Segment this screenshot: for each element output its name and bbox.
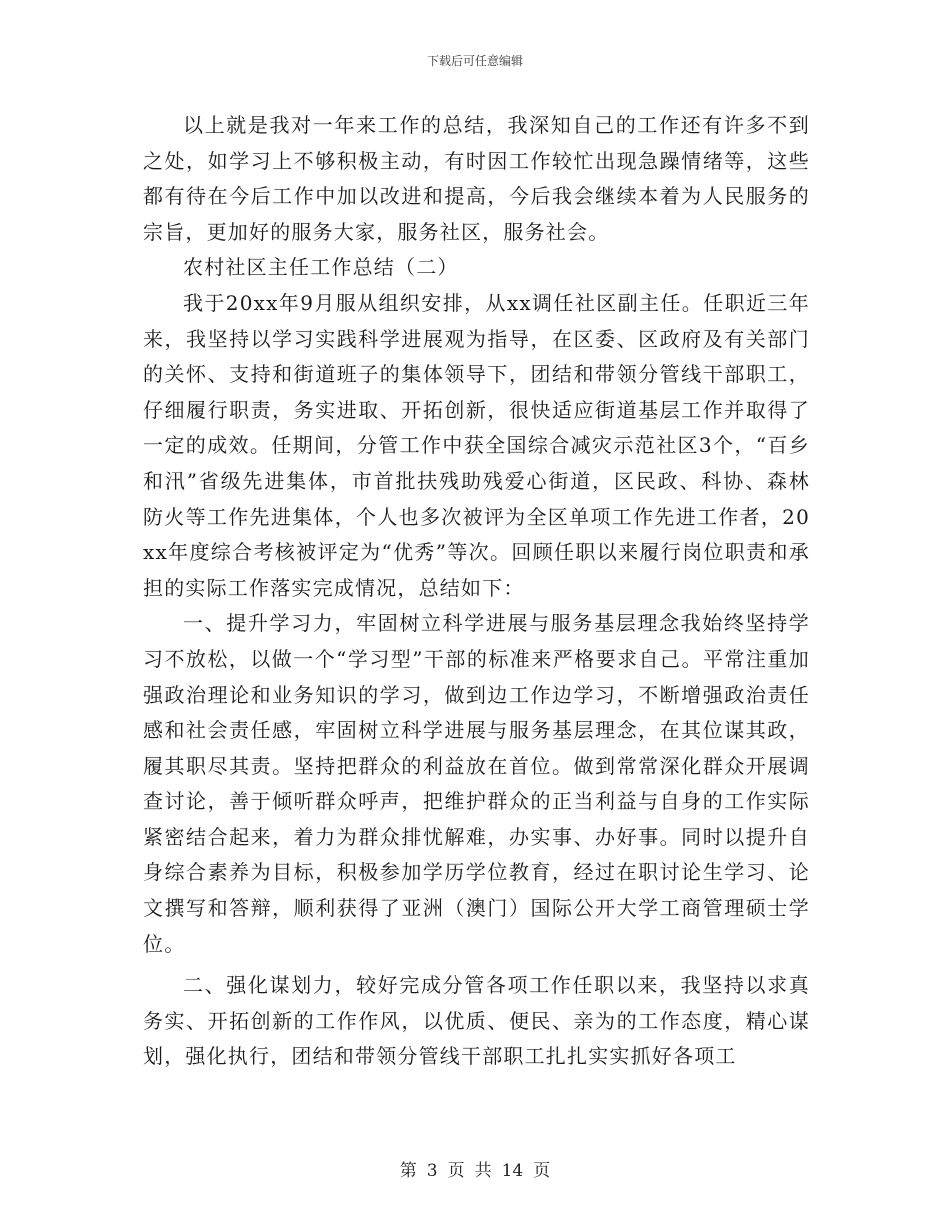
paragraph-section-one: 一、提升学习力，牢固树立科学进展与服务基层理念我始终坚持学习不放松，以做一个“学习型”干部的标准来严格要求自己。平常注重加强政治理论和业务知识的学习，做到边工作边学习，不断增强政治责任感和社会责任感，牢固树立科学进展与服务基层理念，在其位谋其政，履其职尽其责。坚持把群众的利益放在首位。做到常常深化群众开展调查讨论，善于倾听群众呼声，把维护群众的正当利益与自身的工作实际紧密结合起来，着力为群众排忧解难，办实事、办好事。同时以提升自身综合素养为目标，积极参加学历学位教育，经过在职讨论生学习、论文撰写和答辩，顺利获得了亚洲（澳门）国际公开大学工商管理硕士学位。 (143, 611, 810, 956)
document-body (143, 108, 810, 1075)
paragraph-intro: 我于20xx年9月服从组织安排，从xx调任社区副主任。任职近三年来，我坚持以学习实践科学进展观为指导，在区委、区政府及有关部门的关怀、支持和街道班子的集体领导下，团结和带领分管线干部职工，仔细履行职责，务实进取、开拓创新，很快适应街道基层工作并取得了一定的成效。任期间，分管工作中获全国综合减灾示范社区3个，“百乡和汛”省级先进集体，市首批扶残助残爱心街道，区民政、科协、森林防火等工作先进集体，个人也多次被评为全区单项工作先进工作者，20xx年度综合考核被评定为“优秀”等次。回顾任职以来履行岗位职责和承担的实际工作落实完成情况，总结如下： (143, 290, 810, 600)
section-title: 农村社区主任工作总结（二） (183, 255, 459, 280)
footer-total-label: 共 (474, 1161, 492, 1181)
total-pages: 14 (501, 1161, 524, 1181)
footer-middle: 页 (447, 1161, 465, 1181)
page-header: 下载后可任意编辑 (426, 54, 523, 68)
footer-prefix: 第 (399, 1161, 417, 1181)
paragraph-conclusion: 以上就是我对一年来工作的总结，我深知自己的工作还有许多不到之处，如学习上不够积极主动，有时因工作较忙出现急躁情绪等，这些都有待在今后工作中加以改进和提高，今后我会继续本着为人民服务的宗旨，更加好的服务大家，服务社区，服务社会。 (143, 113, 810, 244)
page-footer (0, 1156, 950, 1181)
footer-suffix: 页 (533, 1161, 551, 1181)
page-number: 3 (426, 1161, 438, 1181)
paragraph-section-two: 二、强化谋划力，较好完成分管各项工作任职以来，我坚持以求真务实、开拓创新的工作作风，以优质、便民、亲为的工作态度，精心谋划，强化执行，团结和带领分管线干部职工扎扎实实抓好各项工 (143, 973, 810, 1069)
